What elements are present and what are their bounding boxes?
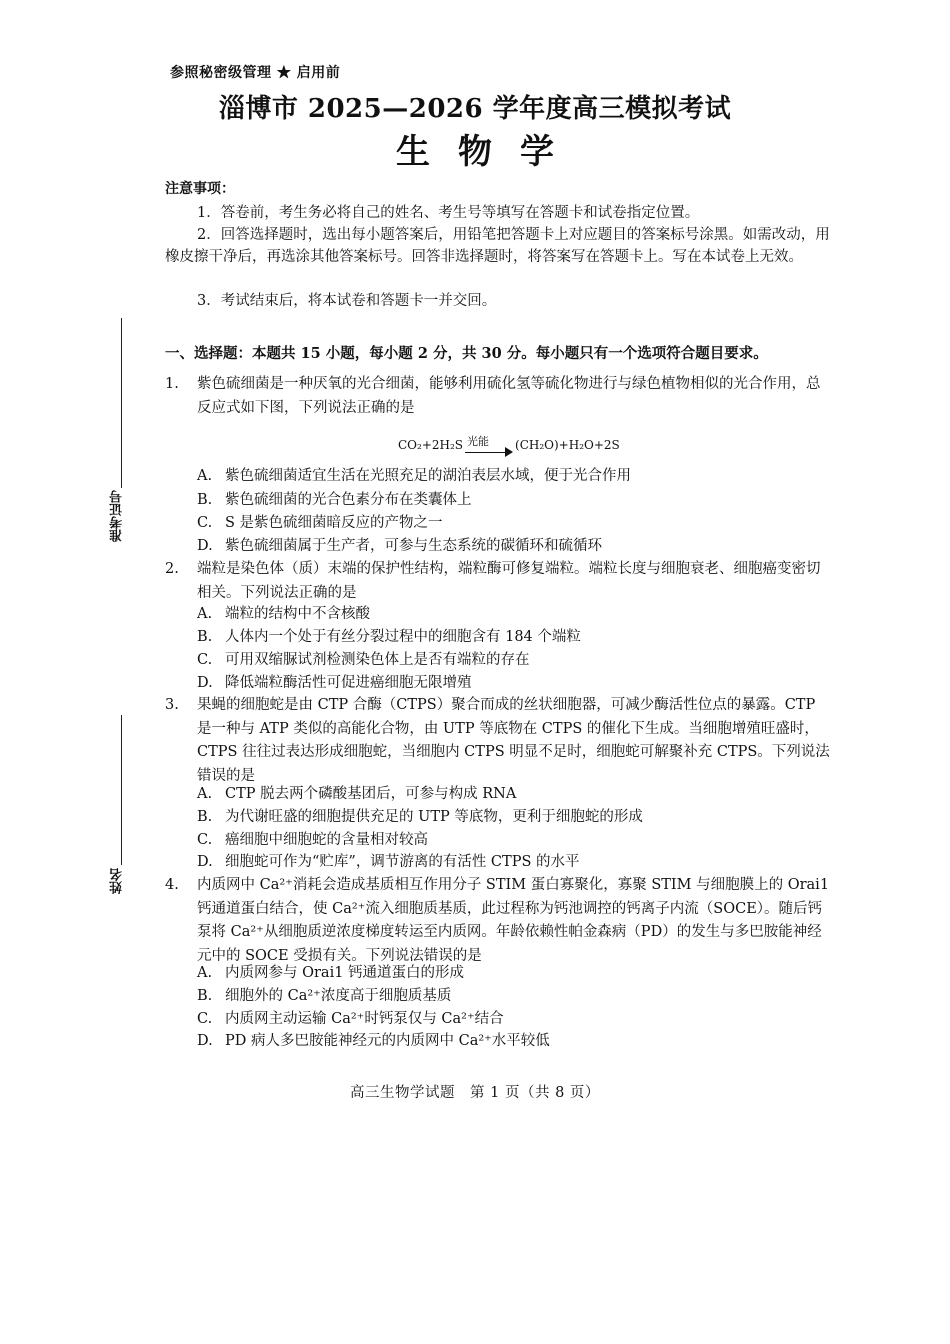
exam-id-label: 准考证号 xyxy=(110,490,125,542)
question-stem: 果蝇的细胞蛇是由 CTP 合酶（CTPS）聚合而成的丝状细胞器，可减少酶活性位点的暴露。CTP 是一种与 ATP 类似的高能化合物，由 UTP 等底物在 CTPS 的催化下生成。当细胞增殖旺盛时，CTPS 往往过表达形成细胞蛇，当细胞内 CTPS 明显不足时，细胞蛇可解聚补充 CTPS。下列说法错误的是 xyxy=(197,697,830,785)
exam-id-line xyxy=(121,318,122,488)
option: A. 内质网参与 Orai1 钙通道蛋白的形成 xyxy=(197,965,465,981)
notice-item: 3．考试结束后，将本试卷和答题卡一并交回。 xyxy=(197,293,497,309)
option: C. 癌细胞中细胞蛇的含量相对较高 xyxy=(197,832,428,848)
option: D. 紫色硫细菌属于生产者，可参与生态系统的碳循环和硫循环 xyxy=(197,538,602,554)
subject-title: 生物学 xyxy=(396,132,582,172)
page-footer: 高三生物学试题 第 1 页（共 8 页） xyxy=(350,1085,600,1101)
confidentiality-label: 参照秘密级管理 ★ 启用前 xyxy=(170,65,341,81)
option: A. 端粒的结构中不含核酸 xyxy=(197,606,370,622)
option: C. 内质网主动运输 Ca²⁺时钙泵仅与 Ca²⁺结合 xyxy=(197,1011,504,1027)
question-stem: 紫色硫细菌是一种厌氧的光合细菌，能够利用硫化氢等硫化物进行与绿色植物相似的光合作用，总反应式如下图，下列说法正确的是 xyxy=(197,376,821,416)
name-label: 姓名 xyxy=(110,868,125,894)
notice-item: 2．回答选择题时，选出每小题答案后，用铅笔把答题卡上对应题目的答案标号涂黑。如需改动，用橡皮擦干净后，再选涂其他答案标号。回答非选择题时，将答案写在答题卡上。写在本试卷上无效。 xyxy=(165,227,830,265)
equation-products: (CH₂O)+H₂O+2S xyxy=(515,438,620,452)
question-stem: 端粒是染色体（质）末端的保护性结构，端粒酶可修复端粒。端粒长度与细胞衰老、细胞癌变密切相关。下列说法正确的是 xyxy=(197,561,821,601)
reaction-equation xyxy=(398,434,620,452)
option: D. 降低端粒酶活性可促进癌细胞无限增殖 xyxy=(197,675,472,691)
option: D. PD 病人多巴胺能神经元的内质网中 Ca²⁺水平较低 xyxy=(197,1033,550,1049)
option: B. 人体内一个处于有丝分裂过程中的细胞含有 184 个端粒 xyxy=(197,629,581,645)
section-heading: 一、选择题：本题共 15 小题，每小题 2 分，共 30 分。每小题只有一个选项符合题目要求。 xyxy=(165,345,768,362)
equation-reactants: CO₂+2H₂S xyxy=(398,438,464,452)
option: B. 细胞外的 Ca²⁺浓度高于细胞质基质 xyxy=(197,988,452,1004)
option: A. CTP 脱去两个磷酸基团后，可参与构成 RNA xyxy=(197,786,517,802)
notice-item: 1．答卷前，考生务必将自己的姓名、考生号等填写在答题卡和试卷指定位置。 xyxy=(197,205,700,221)
option: C. 可用双缩脲试剂检测染色体上是否有端粒的存在 xyxy=(197,652,530,668)
option: C. S 是紫色硫细菌暗反应的产物之一 xyxy=(197,515,443,531)
arrow-label: 光能 xyxy=(467,434,490,448)
option: B. 为代谢旺盛的细胞提供充足的 UTP 等底物，更利于细胞蛇的形成 xyxy=(197,809,643,825)
notice-title: 注意事项： xyxy=(165,181,235,197)
question-stem: 内质网中 Ca²⁺消耗会造成基质相互作用分子 STIM 蛋白寡聚化，寡聚 STIM 与细胞膜上的 Orai1 钙通道蛋白结合，使 Ca²⁺流入细胞质基质，此过程称为钙池调控的钙离子内流（SOCE）。随后钙泵将 Ca²⁺从细胞质逆浓度梯度转运至内质网。年龄依赖性帕金森病（PD）的发生与多巴胺能神经元中的 SOCE 受损有关。下列说法错误的是 xyxy=(197,877,830,965)
option: A. 紫色硫细菌适宜生活在光照充足的湖泊表层水域，便于光合作用 xyxy=(197,468,631,484)
option: B. 紫色硫细菌的光合色素分布在类囊体上 xyxy=(197,492,472,508)
question-number: 4. xyxy=(165,877,179,893)
exam-title: 淄博市 2025—2026 学年度高三模拟考试 xyxy=(218,94,732,124)
name-line xyxy=(121,715,122,865)
question-number: 2. xyxy=(165,561,179,577)
question-number: 3. xyxy=(165,697,179,713)
question-number: 1. xyxy=(165,376,179,392)
option: D. 细胞蛇可作为“贮库”，调节游离的有活性 CTPS 的水平 xyxy=(197,854,580,870)
